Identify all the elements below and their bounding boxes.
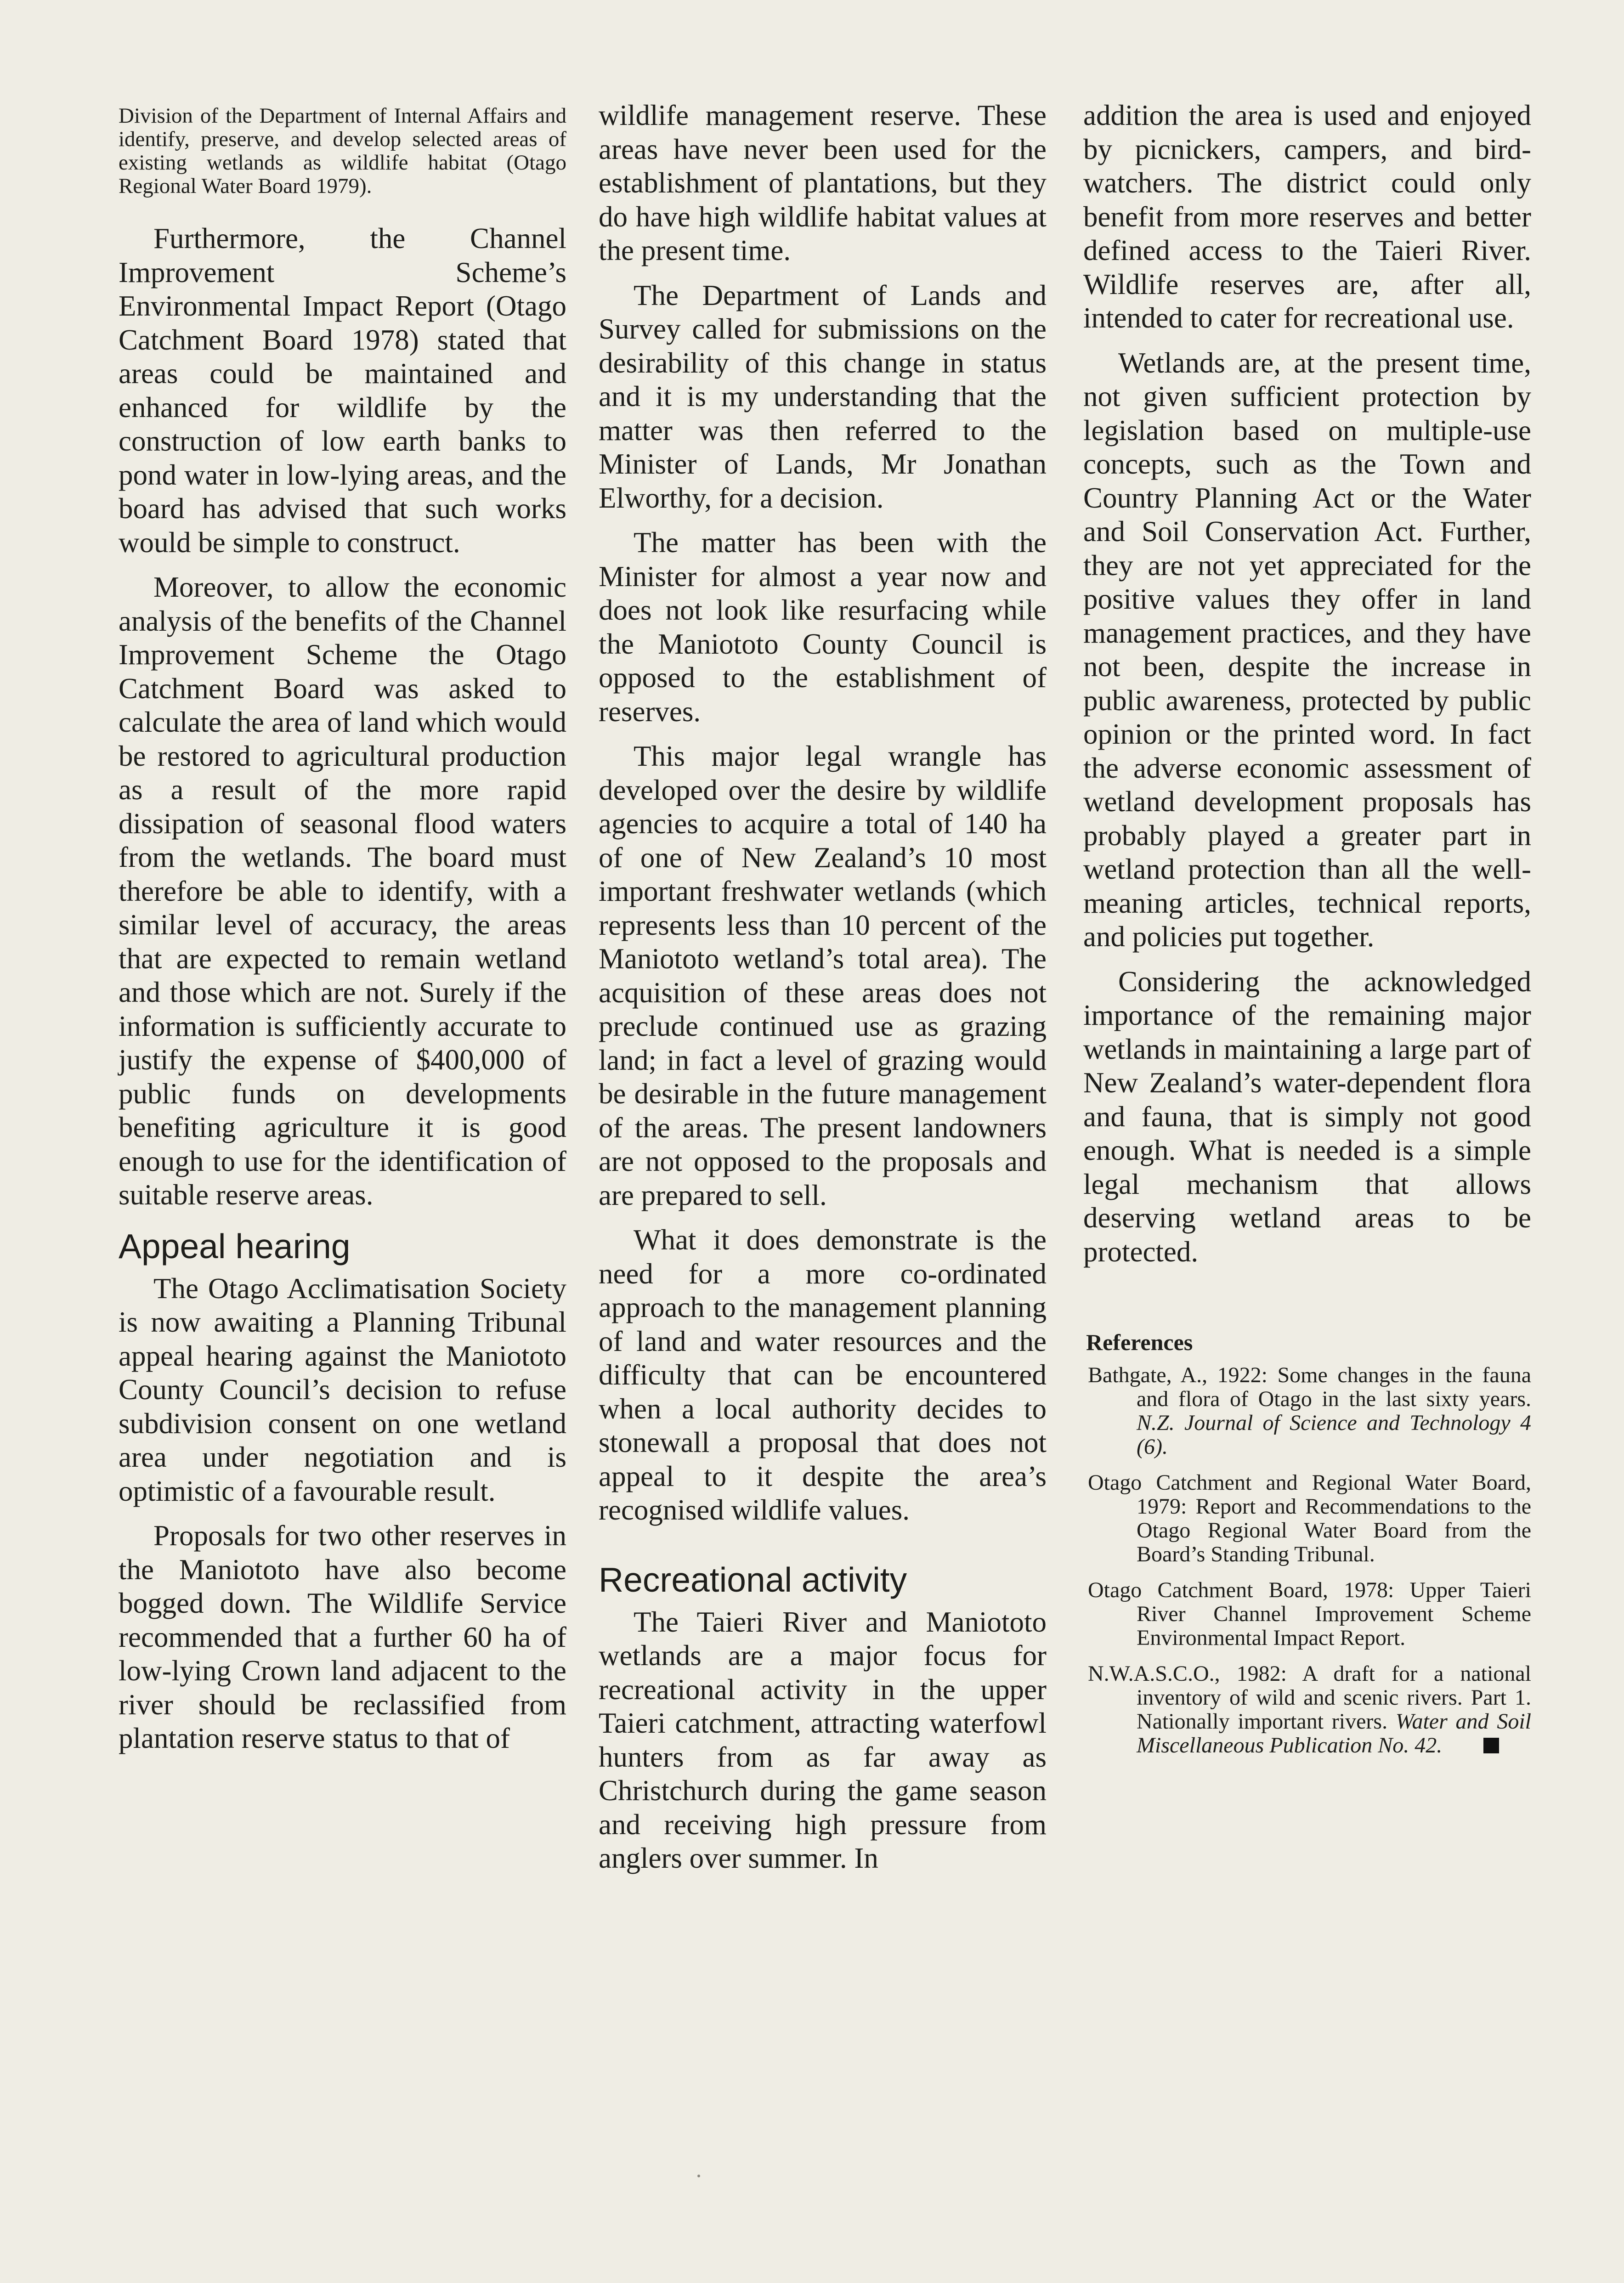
references-heading: References [1086,1329,1193,1355]
end-of-article-mark [1483,1738,1499,1753]
page-dot [697,2175,700,2177]
body-paragraph: Wetlands are, at the present time, not given sufficient protection by legislation based on multiple-use concepts, such as the Town and Country Planning Act or the Water and Soil Conservation Act. Further, they are not yet appreciated for the positive values they offer in land management practices, and they have not been, despite the increase in public awareness, protected by public opinion or the printed word. In fact the adverse economic assessment of wetland development proposals has probably played a greater part in wetland protection than all the well-meaning articles, technical reports, and policies put together. [1083,346,1531,953]
section-heading-appeal-hearing: Appeal hearing [119,1226,351,1266]
reference-publication: Water and Soil Miscellaneous Publication No. 42. [1137,1709,1531,1757]
body-paragraph: addition the area is used and enjoyed by picnickers, campers, and bird-watchers. The district could only benefit from more reserves and better defined access to the Taieri River. Wildlife reserves are, after all, intended to cater for recreational use. [1083,99,1531,334]
reference-text: N.W.A.S.C.O., 1982: A draft for a national inventory of wild and scenic rivers. Part 1. Nationally important rivers. [1088,1661,1531,1734]
body-paragraph: This major legal wrangle has developed over the desire by wildlife agencies to acquire a total of 140 ha of one of New Zealand’s 10 most important freshwater wetlands (which represents less than 10 percent of the Maniototo wetland’s total area). The acquisition of these areas does not preclude continued use as grazing land; in fact a level of grazing would be desirable in the future management of the areas. The present landowners are not opposed to the proposals and are prepared to sell. [599,740,1047,1211]
reference-item [1086,1471,1531,1566]
references-section [1083,1328,1531,1757]
left-column [119,99,566,1767]
body-paragraph: The Department of Lands and Survey called for submissions on the desirability of this change in status and it is my understanding that the matter was then referred to the Minister of Lands, Mr Jonathan Elworthy, for a decision. [599,279,1047,514]
body-paragraph: The Otago Acclimatisation Society is now awaiting a Planning Tribunal appeal hearing against the Maniototo County Council’s decision to refuse subdivision consent on one wetland area under negotiation and is optimistic of a favourable result. [119,1272,566,1507]
reference-text: Otago Catchment and Regional Water Board, 1979: Report and Recommendations to the Otago Regional Water Board from the Board’s Standing Tribunal. [1088,1470,1531,1566]
section-heading-recreational-activity: Recreational activity [599,1560,907,1599]
body-paragraph: Furthermore, the Channel Improvement Scheme’s Environmental Impact Report (Otago Catchment Board 1978) stated that areas could be maintained and enhanced for wildlife by the construction of low earth banks to pond water in low-lying areas, and the board has advised that such works would be simple to construct. [119,222,566,559]
body-paragraph: What it does demonstrate is the need for a more co-ordinated approach to the management planning of land and water resources and the difficulty that can be encountered when a local authority decides to stonewall a proposal that does not appeal to it despite the area’s recognised wildlife values. [599,1224,1047,1526]
body-paragraph: Moreover, to allow the economic analysis of the benefits of the Channel Improvement Scheme the Otago Catchment Board was asked to calculate the area of land which would be restored to agricultural production as a result of the more rapid dissipation of seasonal flood waters from the wetlands. The board must therefore be able to identify, with a similar level of accuracy, the areas that are expected to remain wetland and those which are not. Surely if the information is sufficiently accurate to justify the expense of $400,000 of public funds on developments benefiting agriculture it is good enough to use for the identification of suitable reserve areas. [119,571,566,1211]
body-paragraph: The Taieri River and Maniototo wetlands are a major focus for recreational activity in the upper Taieri catchment, attracting waterfowl hunters from as far away as Christchurch during the game season and receiving high pressure from anglers over summer. In [599,1605,1047,1874]
middle-column [599,99,1047,1887]
reference-item [1086,1662,1531,1757]
reference-text: Otago Catchment Board, 1978: Upper Taieri River Channel Improvement Scheme Environmental Impact Report. [1088,1578,1531,1650]
reference-item [1086,1578,1531,1650]
reference-publication: N.Z. Journal of Science and Technology 4 (6). [1137,1411,1531,1459]
body-paragraph: Considering the acknowledged importance of the remaining major wetlands in maintaining a large part of New Zealand’s water-dependent flora and fauna, that is simply not good enough. What is needed is a simple legal mechanism that allows deserving wetland areas to be protected. [1083,965,1531,1268]
body-paragraph: Proposals for two other reserves in the Maniototo have also become bogged down. The Wildlife Service recommended that a further 60 ha of low-lying Crown land adjacent to the river should be reclassified from plantation reserve status to that of [119,1520,566,1754]
reference-text: Bathgate, A., 1922: Some changes in the fauna and flora of Otago in the last sixty years. [1088,1363,1531,1411]
right-column [1083,99,1531,1769]
body-paragraph: wildlife management reserve. These areas have never been used for the establishment of plantations, but they do have high wildlife habitat values at the present time. [599,99,1047,266]
body-paragraph: The matter has been with the Minister for almost a year now and does not look like resurfacing while the Maniototo County Council is opposed to the establishment of reserves. [599,526,1047,728]
intro-paragraph: Division of the Department of Internal Affairs and identify, preserve, and develop selected areas of existing wetlands as wildlife habitat (Otago Regional Water Board 1979). [119,104,566,198]
reference-item [1086,1363,1531,1459]
